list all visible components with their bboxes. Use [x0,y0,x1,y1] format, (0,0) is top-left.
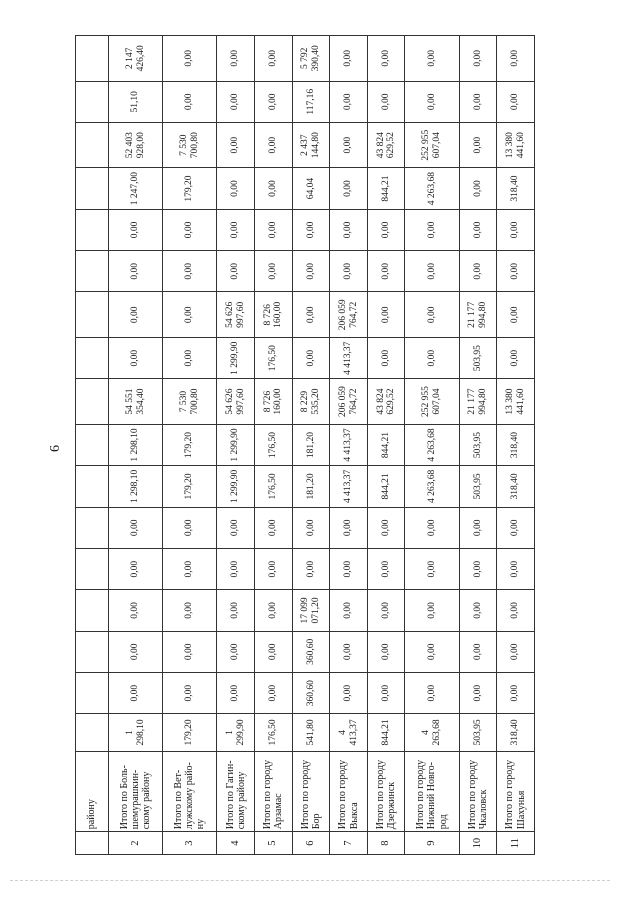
value-cell: 318,40 [497,424,535,465]
value-cell: 13 380 441,60 [497,379,535,425]
value-cell: 8 726 160,00 [255,292,293,338]
value-cell: 0,00 [405,81,459,122]
value-cell: 0,00 [459,548,497,589]
value-cell: 179,20 [163,424,217,465]
value-cell: 0,00 [367,81,405,122]
value-cell: 0,00 [459,590,497,631]
value-cell: 0,00 [405,548,459,589]
value-cell: 0,00 [330,507,368,548]
table-row [459,36,497,855]
value-cell: 176,50 [255,338,293,379]
header-empty-cell [76,631,109,672]
value-cell: 0,00 [217,590,255,631]
value-cell: 1 299,90 [217,338,255,379]
value-cell: 503,95 [459,714,497,751]
value-cell: 0,00 [497,81,535,122]
value-cell: 503,95 [459,466,497,507]
header-name-cell: району [76,751,109,832]
value-cell: 13 380 441,60 [497,122,535,168]
value-cell: 0,00 [405,338,459,379]
value-cell: 0,00 [255,631,293,672]
value-cell: 0,00 [217,168,255,209]
table-row [255,36,293,855]
value-cell: 4 413,37 [330,714,368,751]
value-cell: 0,00 [217,209,255,250]
value-cell: 1 299,90 [217,424,255,465]
header-empty-cell [76,36,109,82]
value-cell: 541,80 [292,714,330,751]
value-cell: 0,00 [292,507,330,548]
header-empty-cell [76,424,109,465]
table-row [405,36,459,855]
value-cell: 0,00 [497,209,535,250]
value-cell: 0,00 [367,209,405,250]
value-cell: 1 298,10 [109,466,163,507]
value-cell: 0,00 [459,168,497,209]
table-row [497,36,535,855]
value-cell: 0,00 [459,209,497,250]
value-cell: 4 263,68 [405,168,459,209]
value-cell: 21 177 994,80 [459,379,497,425]
value-cell: 0,00 [292,251,330,292]
row-name: Итого по городу Нижний Новго-род [405,751,459,832]
value-cell: 54 551 354,40 [109,379,163,425]
value-cell: 0,00 [163,631,217,672]
row-number: 2 [109,832,163,855]
value-cell: 0,00 [109,507,163,548]
value-cell: 0,00 [367,292,405,338]
value-cell: 0,00 [330,251,368,292]
value-cell: 0,00 [497,251,535,292]
value-cell: 0,00 [217,81,255,122]
value-cell: 176,50 [255,466,293,507]
value-cell: 4 263,68 [405,424,459,465]
row-number: 10 [459,832,497,855]
value-cell: 0,00 [163,548,217,589]
table-row [292,36,330,855]
value-cell: 0,00 [255,548,293,589]
row-number: 11 [497,832,535,855]
value-cell: 0,00 [367,36,405,82]
value-cell: 17 099 071,20 [292,590,330,631]
value-cell: 0,00 [217,122,255,168]
value-cell: 318,40 [497,168,535,209]
value-cell: 0,00 [459,122,497,168]
value-cell: 0,00 [405,251,459,292]
value-cell: 176,50 [255,424,293,465]
value-cell: 0,00 [109,673,163,714]
value-cell: 0,00 [367,590,405,631]
value-cell: 0,00 [459,631,497,672]
page-number: 6 [48,445,63,452]
value-cell: 0,00 [330,122,368,168]
value-cell: 318,40 [497,466,535,507]
value-cell: 1 247,00 [109,168,163,209]
value-cell: 179,20 [163,168,217,209]
value-cell: 0,00 [163,673,217,714]
value-cell: 206 059 764,72 [330,292,368,338]
value-cell: 0,00 [255,168,293,209]
value-cell: 179,20 [163,466,217,507]
value-cell: 0,00 [330,590,368,631]
value-cell: 43 824 629,52 [367,122,405,168]
value-cell: 844,21 [367,466,405,507]
value-cell: 54 626 997,60 [217,379,255,425]
value-cell: 0,00 [367,548,405,589]
value-cell: 0,00 [405,673,459,714]
value-cell: 0,00 [109,548,163,589]
row-name: Итого по Боль-шемурашкин-скому району [109,751,163,832]
row-name: Итого по городу Выкса [330,751,368,832]
value-cell: 179,20 [163,714,217,751]
table-row [163,36,217,855]
value-cell: 0,00 [163,251,217,292]
value-cell: 0,00 [497,507,535,548]
value-cell: 0,00 [292,338,330,379]
value-cell: 0,00 [497,36,535,82]
table-row [109,36,163,855]
scan-edge-line [10,880,610,881]
rotated-table-wrapper [75,35,535,855]
value-cell: 252 955 607,04 [405,379,459,425]
row-name: Итого по городу Дзержинск [367,751,405,832]
header-empty-cell [76,673,109,714]
value-cell: 0,00 [405,590,459,631]
header-empty-cell [76,168,109,209]
header-empty-cell [76,292,109,338]
value-cell: 0,00 [217,673,255,714]
value-cell: 0,00 [459,36,497,82]
value-cell: 51,10 [109,81,163,122]
header-empty-cell [76,251,109,292]
value-cell: 4 263,68 [405,466,459,507]
value-cell: 0,00 [459,507,497,548]
value-cell: 0,00 [163,36,217,82]
value-cell: 0,00 [109,338,163,379]
value-cell: 0,00 [497,673,535,714]
value-cell: 0,00 [163,507,217,548]
value-cell: 0,00 [459,673,497,714]
value-cell: 0,00 [497,292,535,338]
header-empty-cell [76,122,109,168]
value-cell: 176,50 [255,714,293,751]
table-row [217,36,255,855]
value-cell: 52 403 928,00 [109,122,163,168]
value-cell: 844,21 [367,714,405,751]
value-cell: 0,00 [217,631,255,672]
value-cell: 0,00 [217,36,255,82]
value-cell: 0,00 [497,338,535,379]
value-cell: 0,00 [109,631,163,672]
value-cell: 0,00 [255,81,293,122]
value-cell: 21 177 994,80 [459,292,497,338]
value-cell: 0,00 [109,251,163,292]
row-number: 5 [255,832,293,855]
value-cell: 4 413,37 [330,338,368,379]
value-cell: 43 824 629,52 [367,379,405,425]
value-cell: 0,00 [292,292,330,338]
value-cell: 0,00 [405,209,459,250]
value-cell: 0,00 [292,548,330,589]
value-cell: 0,00 [163,81,217,122]
table-row [367,36,405,855]
value-cell: 0,00 [330,548,368,589]
value-cell: 0,00 [255,673,293,714]
value-cell: 0,00 [405,631,459,672]
value-cell: 0,00 [330,673,368,714]
value-cell: 0,00 [255,122,293,168]
value-cell: 0,00 [255,209,293,250]
row-number: 9 [405,832,459,855]
value-cell: 0,00 [109,209,163,250]
value-cell: 1 299,90 [217,466,255,507]
value-cell: 0,00 [217,251,255,292]
value-cell: 0,00 [367,251,405,292]
value-cell: 4 413,37 [330,424,368,465]
header-empty-cell [76,548,109,589]
header-empty-cell [76,466,109,507]
value-cell: 360,60 [292,631,330,672]
value-cell: 8 229 535,20 [292,379,330,425]
value-cell: 2 147 426,40 [109,36,163,82]
header-empty-cell [76,379,109,425]
row-name: Итого по городу Бор [292,751,330,832]
value-cell: 0,00 [497,590,535,631]
row-number: 7 [330,832,368,855]
value-cell: 0,00 [405,36,459,82]
value-cell: 0,00 [497,631,535,672]
settlement-table [75,35,535,855]
value-cell: 0,00 [255,36,293,82]
value-cell: 2 437 144,80 [292,122,330,168]
header-empty-cell [76,338,109,379]
value-cell: 0,00 [163,590,217,631]
row-number: 3 [163,832,217,855]
value-cell: 7 530 700,80 [163,122,217,168]
table-row [330,36,368,855]
value-cell: 503,95 [459,424,497,465]
value-cell: 4 413,37 [330,466,368,507]
row-number: 8 [367,832,405,855]
row-number: 4 [217,832,255,855]
header-empty-cell [76,590,109,631]
row-name: Итого по Вет-лужскому райо-ну [163,751,217,832]
value-cell: 252 955 607,04 [405,122,459,168]
value-cell: 181,20 [292,466,330,507]
value-cell: 0,00 [255,590,293,631]
row-name: Итого по городу Арзамас [255,751,293,832]
value-cell: 181,20 [292,424,330,465]
value-cell: 206 059 764,72 [330,379,368,425]
value-cell: 1 298,10 [109,424,163,465]
value-cell: 0,00 [497,548,535,589]
value-cell: 117,16 [292,81,330,122]
value-cell: 0,00 [163,209,217,250]
value-cell: 360,60 [292,673,330,714]
value-cell: 0,00 [163,338,217,379]
value-cell: 0,00 [405,507,459,548]
value-cell: 0,00 [459,251,497,292]
row-number: 6 [292,832,330,855]
value-cell: 0,00 [109,292,163,338]
value-cell: 844,21 [367,424,405,465]
value-cell: 0,00 [330,631,368,672]
header-empty-cell [76,714,109,751]
value-cell: 0,00 [330,168,368,209]
value-cell: 318,40 [497,714,535,751]
row-name: Итого по городу Шахунья [497,751,535,832]
value-cell: 1 298,10 [109,714,163,751]
header-empty-cell [76,507,109,548]
value-cell: 54 626 997,60 [217,292,255,338]
value-cell: 0,00 [367,338,405,379]
value-cell: 0,00 [405,292,459,338]
value-cell: 0,00 [367,673,405,714]
row-name: Итого по городу Чкаловск [459,751,497,832]
header-empty-cell [76,81,109,122]
value-cell: 0,00 [163,292,217,338]
row-name: Итого по Гагин-скому району [217,751,255,832]
value-cell: 7 530 700,80 [163,379,217,425]
value-cell: 0,00 [367,507,405,548]
value-cell: 5 792 390,40 [292,36,330,82]
value-cell: 0,00 [330,209,368,250]
value-cell: 64,04 [292,168,330,209]
value-cell: 0,00 [367,631,405,672]
value-cell: 0,00 [255,507,293,548]
header-num-cell [76,832,109,855]
table-header-row [76,36,109,855]
value-cell: 0,00 [217,548,255,589]
value-cell: 4 263,68 [405,714,459,751]
value-cell: 8 726 160,00 [255,379,293,425]
header-empty-cell [76,209,109,250]
value-cell: 0,00 [459,81,497,122]
rotated-document-sheet [75,35,535,855]
value-cell: 1 299,90 [217,714,255,751]
value-cell: 0,00 [330,81,368,122]
value-cell: 0,00 [292,209,330,250]
value-cell: 0,00 [217,507,255,548]
value-cell: 503,95 [459,338,497,379]
value-cell: 844,21 [367,168,405,209]
value-cell: 0,00 [109,590,163,631]
value-cell: 0,00 [330,36,368,82]
value-cell: 0,00 [255,251,293,292]
